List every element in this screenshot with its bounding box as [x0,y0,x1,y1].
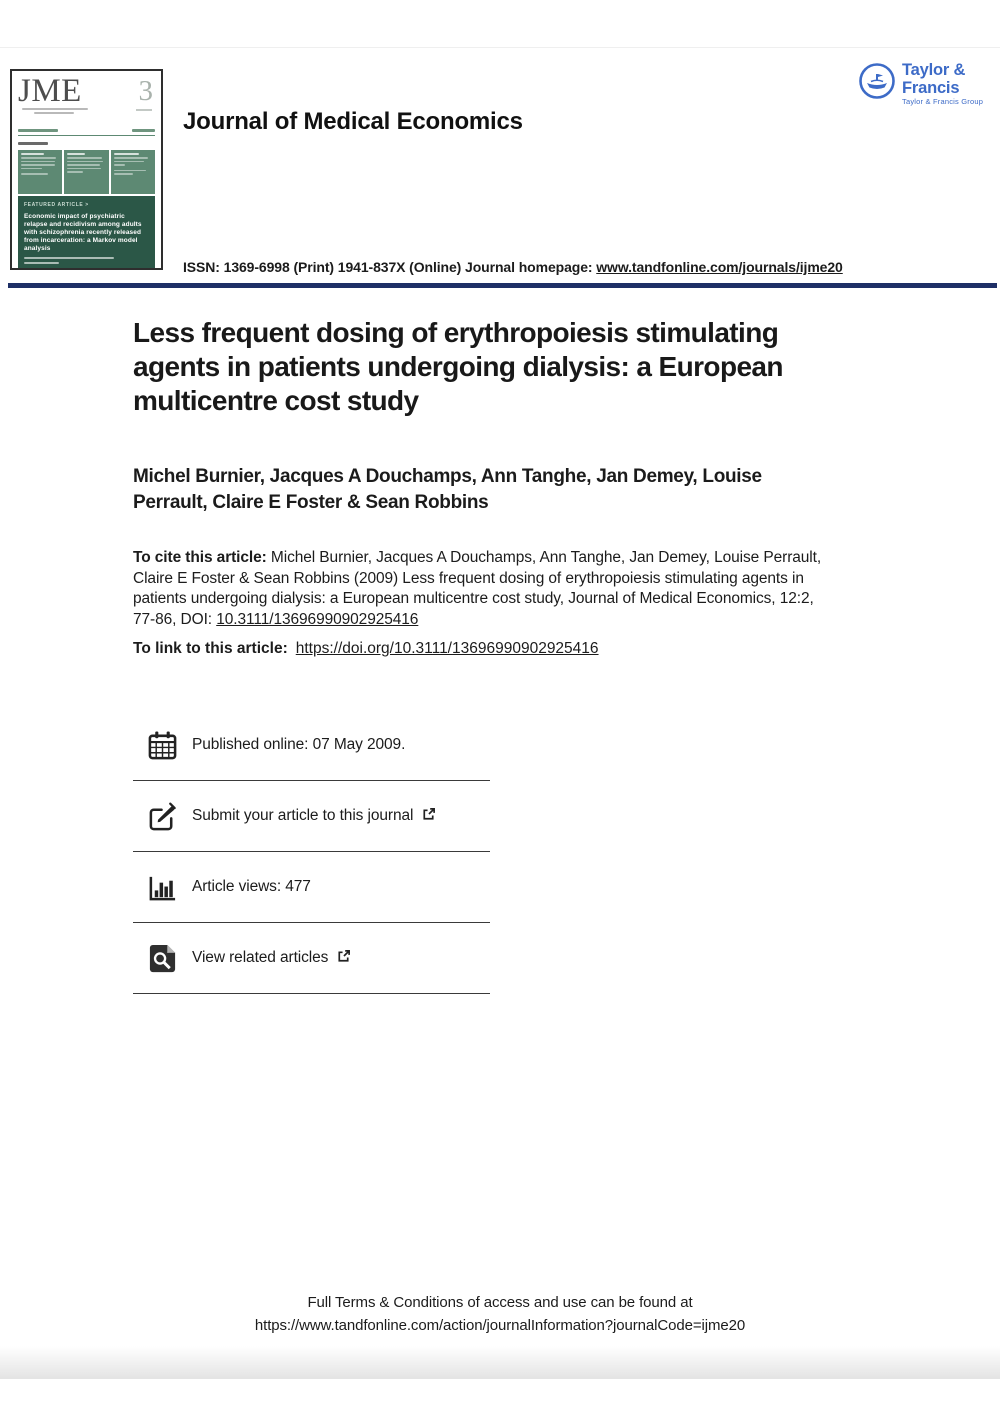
cover-content-boxes [18,150,155,194]
doi-link[interactable]: 10.3111/13696990902925416 [216,610,419,628]
logo-group: Taylor & Francis Group [902,97,984,106]
article-title-line: agents in patients undergoing dialysis: a European [133,351,783,382]
article-views-row[interactable] [133,852,490,923]
terms-footer [0,1292,1000,1337]
issn-text: ISSN: 1369-6998 (Print) 1941-837X (Online) Journal homepage: [183,259,597,275]
cite-text: Michel Burnier, Jacques A Douchamps, Ann Tanghe, Jan Demey, Louise Perrault, Claire E Foster & Sean Robbins (2009) Less frequent dosing of erythropoiesis stimulating agents in patients undergoing dialysis: a European multicentre cost study, Journal of Medical Economics, 12:2, 77-86, DOI: [133,549,822,628]
cover-featured-panel [18,196,155,270]
submit-pencil-icon [146,800,179,833]
cover-box [64,150,108,194]
article-views-label: Article views: 477 [192,878,311,895]
published-online-label: Published online: 07 May 2009. [192,736,406,753]
taylor-francis-logo [858,61,1000,106]
taylor-francis-wordmark [902,61,1000,106]
calendar-icon [146,729,179,762]
external-link-icon [421,807,436,827]
article-title [133,316,878,418]
issn-line [183,259,843,275]
cover-featured-title: Economic impact of psychiatric relapse and recidivism among adults with schizophrenia recently released from incarceration: a Markov model analysis [24,213,142,252]
journal-homepage-link[interactable]: www.tandfonline.com/journals/ijme20 [596,259,843,275]
external-link-icon [336,949,351,969]
cover-green-row [18,129,155,136]
journal-cover-thumbnail [10,69,163,270]
text-placeholder [18,142,48,145]
view-related-label: View related articles [192,949,329,966]
action-list [133,710,490,994]
terms-url: https://www.tandfonline.com/action/journalInformation?journalCode=ijme20 [254,1316,746,1334]
cover-featured-label: FEATURED ARTICLE > [24,202,89,208]
cover-issue-number: 3 [138,75,153,107]
doi-url-link[interactable]: https://doi.org/10.3111/13696990902925416 [295,640,599,657]
related-articles-search-icon [146,942,179,975]
logo-name: Taylor & Francis [902,61,966,97]
cite-label: To cite this article: [133,549,267,566]
article-title-line: Less frequent dosing of erythropoiesis stimulating [133,317,779,348]
article-authors [133,464,762,516]
submit-article-row[interactable] [133,781,490,852]
text-placeholder [136,109,152,111]
text-placeholder [18,129,58,132]
citation-paragraph [133,548,838,630]
view-related-row[interactable] [133,923,490,994]
cover-inner [12,71,161,270]
taylor-francis-ship-icon [858,62,896,105]
submit-article-label: Submit your article to this journal [192,807,414,824]
terms-line: Full Terms & Conditions of access and use can be found at [307,1294,693,1311]
journal-title: Journal of Medical Economics [183,108,523,135]
header-divider-rule [8,283,997,288]
text-placeholder [24,257,114,259]
text-placeholder [24,262,59,264]
cover-journal-initials: JME [18,73,82,109]
published-online-row[interactable] [133,710,490,781]
authors-line: Michel Burnier, Jacques A Douchamps, Ann Tanghe, Jan Demey, Louise [133,466,762,487]
article-link-line [133,640,599,658]
link-label: To link to this article: [133,640,288,657]
cover-box [111,150,155,194]
text-placeholder [132,129,155,132]
article-title-line: multicentre cost study [133,385,419,416]
bar-chart-icon [146,871,179,904]
authors-line: Perrault, Claire E Foster & Sean Robbins [133,492,489,513]
cover-masthead [18,73,155,122]
top-hairline [0,47,1000,48]
page-edge-shadow [0,1346,1000,1379]
cover-box [18,150,62,194]
text-placeholder [34,112,74,114]
